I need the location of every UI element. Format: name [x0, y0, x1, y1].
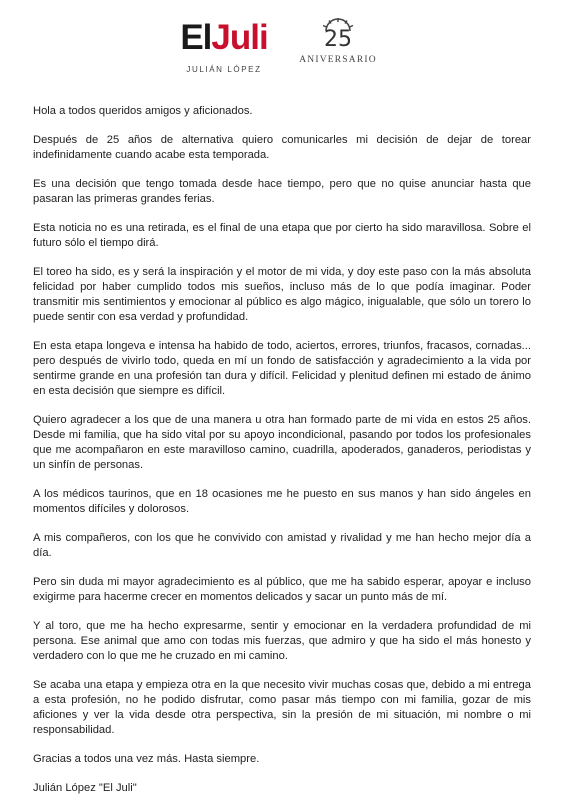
logo-wordmark-el: El: [180, 18, 212, 57]
letterhead: [0, 18, 565, 80]
letter-paragraph: A mis compañeros, con los que he convivido con amistad y rivalidad y me han hecho mejor día a día.: [33, 532, 531, 559]
letter-paragraph: Esta noticia no es una retirada, es el final de una etapa que por cierto ha sido maravillosa. Sobre el futuro sólo el tiempo dirá.: [33, 222, 531, 249]
letter-body: [33, 104, 531, 796]
letter-paragraph: Es una decisión que tengo tomada desde hace tiempo, pero que no quise anunciar hasta que pasaran las primeras grandes ferias.: [33, 178, 531, 205]
signature: Julián López "El Juli": [33, 782, 137, 794]
anniversary-label: ANIVERSARIO: [299, 55, 377, 65]
letter-paragraph: A los médicos taurinos, que en 18 ocasiones me he puesto en sus manos y han sido ángeles en momentos difíciles y dolorosos.: [33, 488, 531, 515]
logo-wordmark: [178, 20, 270, 56]
el-juli-logo: [178, 20, 270, 74]
letter-paragraph: Quiero agradecer a los que de una manera u otra han formado parte de mi vida en estos 25 años. Desde mi familia, que ha sido vital por su apoyo incondicional, pasando por todos los profesionales que me acompañaron en este maravilloso camino, cuadrilla, apoderados, ganaderos, periodistas y un sinfín de personas.: [33, 414, 531, 471]
anniversary-number: 25: [324, 27, 352, 52]
anniversary-emblem: [288, 18, 388, 65]
logo-wordmark-juli: Juli: [211, 18, 268, 57]
logo-subtitle: JULIÁN LÓPEZ: [186, 65, 262, 74]
letter-paragraph: Se acaba una etapa y empieza otra en la que necesito vivir muchas cosas que, debido a mi entrega a esta profesión, no he podido disfrutar, como pasar más tiempo con mi familia, gozar de mis aficiones y ver la vida desde otra perspectiva, sin la presión de mi situación, mi nombre o mi responsabilidad.: [33, 679, 531, 736]
letter-paragraph: Hola a todos queridos amigos y aficionados.: [33, 105, 253, 117]
letter-paragraph: Gracias a todos una vez más. Hasta siempre.: [33, 753, 260, 765]
letter-paragraph: En esta etapa longeva e intensa ha habido de todo, aciertos, errores, triunfos, fracasos, cornadas... pero después de vivirlo todo, queda en mí un fondo de satisfacción y agradecimiento a la vida por sentirme grande en una profesión tan dura y difícil. Felicidad y plenitud definen mi estado de ánimo en esta decisión que siempre es difícil.: [33, 340, 531, 397]
letter-paragraph: Pero sin duda mi mayor agradecimiento es al público, que me ha sabido esperar, apoyar e incluso exigirme para hacerme crecer en momentos delicados y sacar un punto más de mí.: [33, 576, 531, 603]
letter-paragraph: El toreo ha sido, es y será la inspiración y el motor de mi vida, y doy este paso con la más absoluta felicidad por haber cumplido todos mis sueños, incluso más de lo que podía imaginar. Poder transmitir mis sentimientos y emocionar al público es algo mágico, inigualable, que sólo un torero lo puede sentir con esa verdad y profundidad.: [33, 266, 531, 323]
letter-paragraph: Y al toro, que me ha hecho expresarme, sentir y emocionar en la verdadera profundidad de mi persona. Ese animal que amo con todas mis fuerzas, que admiro y que ha sido el más honesto y verdadero con lo que me he cruzado en mi camino.: [33, 620, 531, 662]
letter-paragraph: Después de 25 años de alternativa quiero comunicarles mi decisión de dejar de torear indefinidamente cuando acabe esta temporada.: [33, 134, 531, 161]
